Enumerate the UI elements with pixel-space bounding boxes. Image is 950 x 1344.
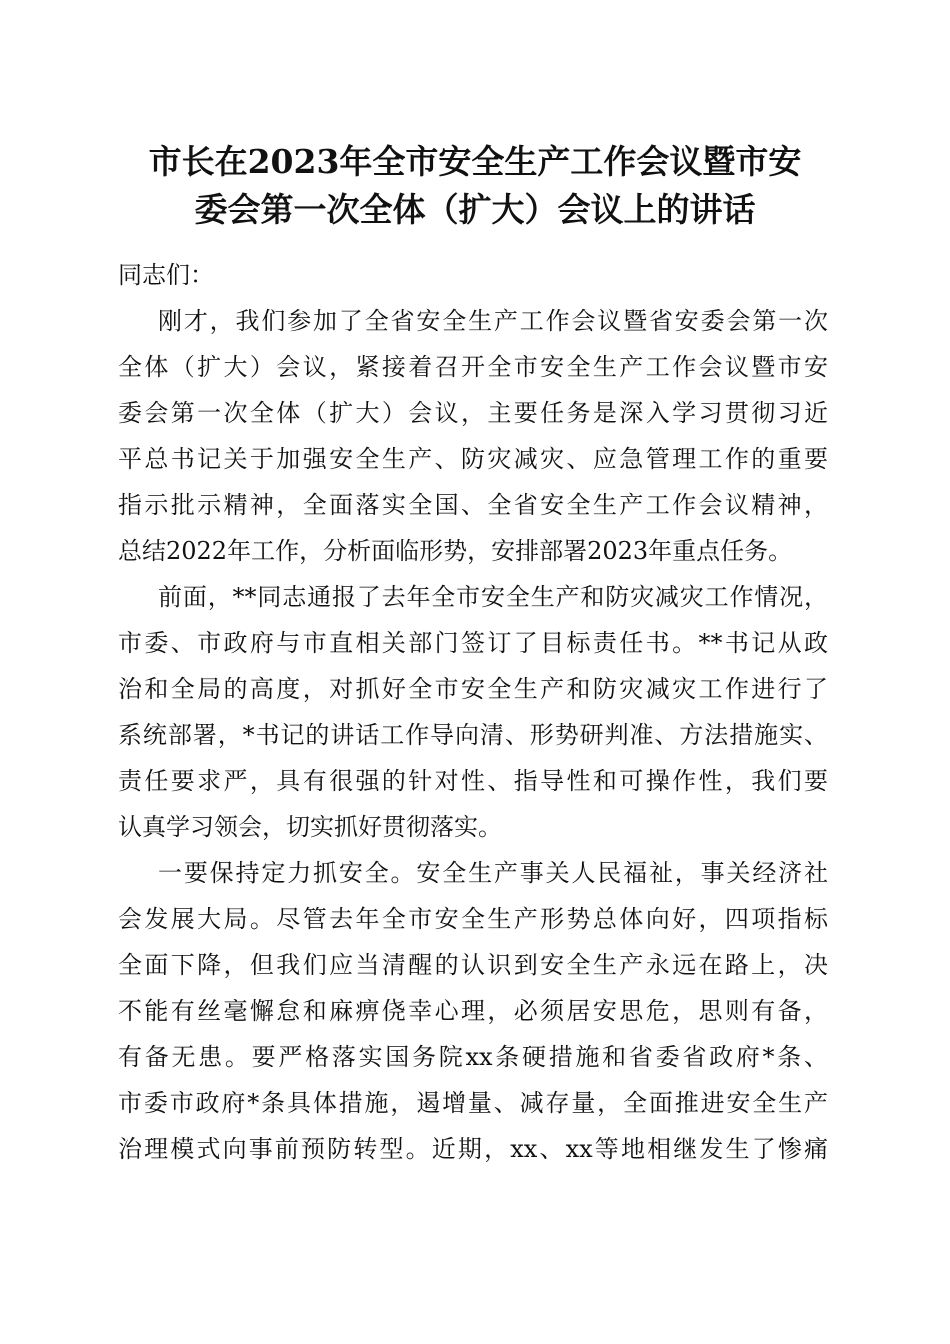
paragraph-line: 市委市政府*条具体措施，遏增量、减存量，全面推进安全生产	[118, 1089, 828, 1117]
paragraph-line: 一要保持定力抓安全。安全生产事关人民福祉，事关经济社	[158, 859, 828, 887]
title-line-2: 委会第一次全体（扩大）会议上的讲话	[194, 190, 756, 229]
paragraph-1	[118, 298, 828, 574]
paragraph-line: 系统部署，*书记的讲话工作导向清、形势研判准、方法措施实、	[118, 721, 828, 749]
paragraph-line: 治和全局的高度，对抓好全市安全生产和防灾减灾工作进行了	[118, 675, 828, 703]
paragraph-line: 有备无患。要严格落实国务院xx条硬措施和省委省政府*条、	[118, 1043, 828, 1071]
paragraph-line: 认真学习领会，切实抓好贯彻落实。	[118, 813, 502, 841]
title-line-1: 市长在2023年全市安全生产工作会议暨市安	[148, 142, 802, 181]
paragraph-3	[118, 850, 828, 1172]
paragraph-line: 不能有丝毫懈怠和麻痹侥幸心理，必须居安思危，思则有备，	[118, 997, 828, 1025]
paragraph-line: 市委、市政府与市直相关部门签订了目标责任书。**书记从政	[118, 629, 828, 657]
document-body	[118, 252, 828, 1172]
paragraph-line: 指示批示精神，全面落实全国、全省安全生产工作会议精神，	[118, 491, 828, 519]
paragraph-line: 总结2022年工作，分析面临形势，安排部署2023年重点任务。	[118, 537, 793, 565]
document-title	[90, 138, 860, 234]
paragraph-2	[118, 574, 828, 850]
paragraph-line: 委会第一次全体（扩大）会议，主要任务是深入学习贯彻习近	[118, 399, 828, 427]
paragraph-line: 刚才，我们参加了全省安全生产工作会议暨省安委会第一次	[158, 307, 828, 335]
paragraph-line: 全体（扩大）会议，紧接着召开全市安全生产工作会议暨市安	[118, 353, 828, 381]
paragraph-line: 责任要求严，具有很强的针对性、指导性和可操作性，我们要	[118, 767, 828, 795]
paragraph-line: 治理模式向事前预防转型。近期，xx、xx等地相继发生了惨痛	[118, 1135, 828, 1163]
paragraph-line: 平总书记关于加强安全生产、防灾减灾、应急管理工作的重要	[118, 445, 828, 473]
paragraph-line: 前面，**同志通报了去年全市安全生产和防灾减灾工作情况，	[158, 583, 828, 611]
paragraph-line: 全面下降，但我们应当清醒的认识到安全生产永远在路上，决	[118, 951, 828, 979]
paragraph-line: 会发展大局。尽管去年全市安全生产形势总体向好，四项指标	[118, 905, 828, 933]
salutation: 同志们：	[118, 261, 214, 289]
